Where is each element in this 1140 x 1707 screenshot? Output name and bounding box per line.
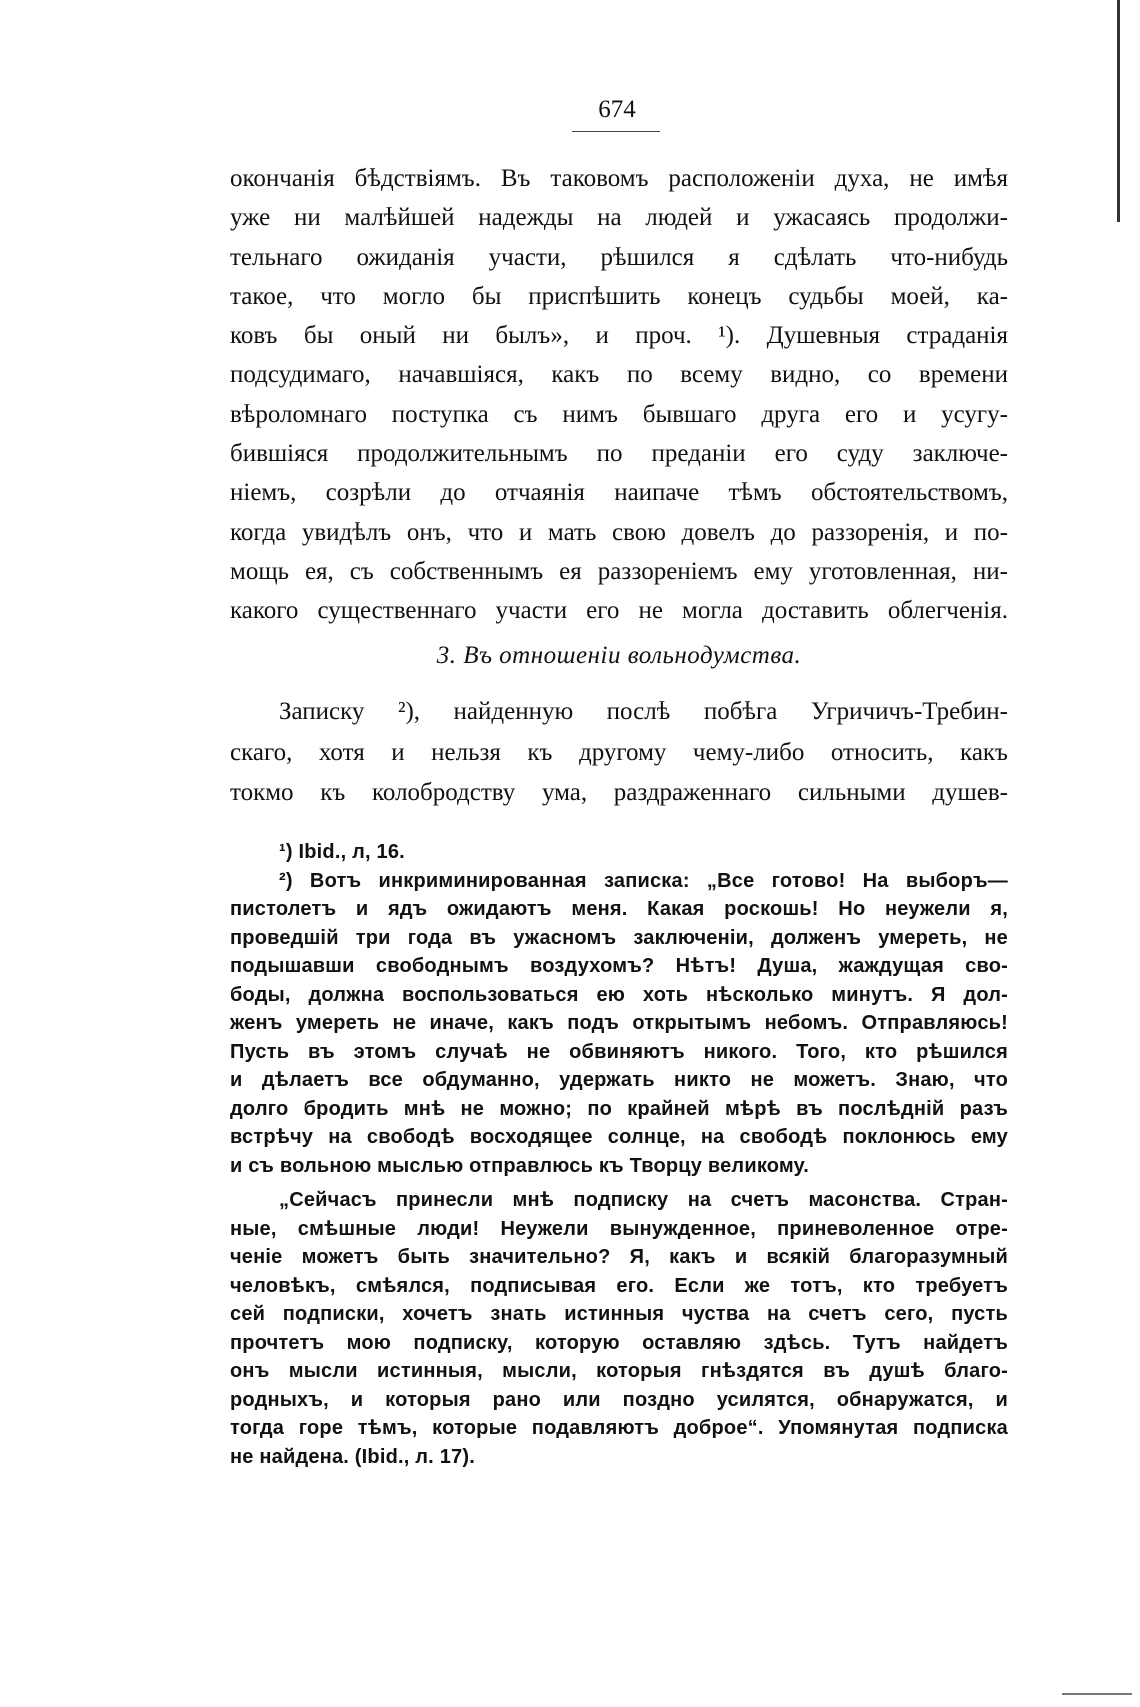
footnotes <box>230 838 1008 1471</box>
text-line: ковъ бы оный ни былъ», и проч. ¹). Душевныя страданія <box>230 322 1008 350</box>
footnote-2-line: долго бродить мнѣ не можно; по крайней мѣрѣ въ послѣдній разъ <box>230 1097 1008 1120</box>
text-line: когда увидѣлъ онъ, что и мать свою довелъ до раззоренія, и по- <box>230 518 1008 546</box>
footnote-2-line: Пусть въ этомъ случаѣ не обвиняютъ никого. Того, кто рѣшился <box>230 1040 1008 1063</box>
text-line: ніемъ, созрѣли до отчаянія наипаче тѣмъ обстоятельствомъ, <box>230 479 1008 507</box>
paragraph-second <box>230 692 1008 814</box>
text-line: Записку ²), найденную послѣ побѣга Угричичъ-Требин- <box>279 698 1008 725</box>
footnote-2-cont-line: онъ мысли истинныя, мысли, которыя гнѣздятся въ душѣ благо- <box>230 1360 1008 1382</box>
text-line: токмо къ колобродству ума, раздраженнаго сильными душев- <box>230 779 1008 806</box>
footnote-2-line: пистолетъ и ядъ ожидаютъ меня. Какая роскошь! Но неужели я, <box>230 898 1008 920</box>
footnote-2-line: проведшій три года въ ужасномъ заключеніи, долженъ умереть, не <box>230 926 1008 949</box>
footnote-2-line: встрѣчу на свободѣ восходящее солнце, на свободѣ поклонюсь ему <box>230 1126 1008 1148</box>
footnote-2-cont-line: тогда горе тѣмъ, которые подавляютъ доброе“. Упомянутая подписка <box>230 1417 1008 1439</box>
text-line: подсудимаго, начавшіяся, какъ по всему видно, со времени <box>230 361 1008 389</box>
footnote-2-line: и дѣлаетъ все обдуманно, удержать никто не можетъ. Знаю, что <box>230 1069 1008 1091</box>
text-line: вѣроломнаго поступка съ нимъ бывшаго друга его и усугу- <box>230 400 1008 428</box>
footnote-2-cont-line: прочтетъ мою подписку, которую оставляю здѣсь. Тутъ найдетъ <box>230 1331 1008 1354</box>
text-line: скаго, хотя и нельзя къ другому чему-либо относить, какъ <box>230 738 1008 766</box>
footnote-2-cont-line: сей подписки, хочетъ знать истинныя чуства на счетъ сего, пусть <box>230 1303 1008 1325</box>
footnote-2-line: подышавши свободнымъ воздухомъ? Нѣтъ! Душа, жаждущая сво- <box>230 955 1008 977</box>
text-line: уже ни малѣйшей надежды на людей и ужасаясь продолжи- <box>230 204 1008 232</box>
footnote-2-line: женъ умереть не иначе, какъ подъ открытымъ небомъ. Отправляюсь! <box>230 1012 1008 1034</box>
footnote-2-cont-line: ные, смѣшные люди! Неужели вынужденное, приневоленное отре- <box>230 1217 1008 1240</box>
footnote-2-cont-line: человѣкъ, смѣялся, подписывая его. Если же тотъ, кто требуетъ <box>230 1274 1008 1297</box>
footnote-2-cont-line: „Сейчасъ принесли мнѣ подписку на счетъ масонства. Стран- <box>279 1189 1008 1211</box>
footnote-2-line: и съ вольною мыслью отправлюсь къ Творцу великому. <box>230 1154 809 1177</box>
scan-edge-right <box>1117 0 1120 222</box>
paragraph-main <box>230 159 1008 631</box>
text-line: такое, что могло бы приспѣшить конецъ судьбы моей, ка- <box>230 282 1008 310</box>
footnote-1: ¹) Ibid., л, 16. <box>279 841 405 863</box>
scan-edge-bottom <box>1062 1693 1132 1695</box>
page-number: 674 <box>598 96 636 123</box>
footnote-2-line: боды, должна воспользоваться ею хоть нѣсколько минутъ. Я дол- <box>230 983 1008 1006</box>
footnote-2-cont-line: ченіе можетъ быть значительно? Я, какъ и всякій благоразумный <box>230 1246 1008 1268</box>
section-heading: 3. Въ отношеніи вольнодумства. <box>436 642 802 669</box>
text-line: мощь ея, съ собственнымъ ея раззореніемъ ему уготовленная, ни- <box>230 557 1008 585</box>
text-line: какого существеннаго участи его не могла доставить облегченія. <box>230 597 1008 625</box>
text-line: бившіяся продолжительнымъ по преданіи его суду заключе- <box>230 440 1008 468</box>
footnote-2-cont-line: родныхъ, и которыя рано или поздно усилятся, обнаружатся, и <box>230 1388 1008 1411</box>
footnote-2-cont-line: не найдена. (Ibid., л. 17). <box>230 1445 475 1468</box>
footnote-2-line: ²) Вотъ инкриминированная записка: „Все готово! На выборъ— <box>279 869 1008 892</box>
text-line: окончанія бѣдствіямъ. Въ таковомъ расположеніи духа, не имѣя <box>230 165 1008 192</box>
text-line: тельнаго ожиданія участи, рѣшился я сдѣлать что-нибудь <box>230 243 1008 271</box>
page-number-rule <box>572 131 660 132</box>
